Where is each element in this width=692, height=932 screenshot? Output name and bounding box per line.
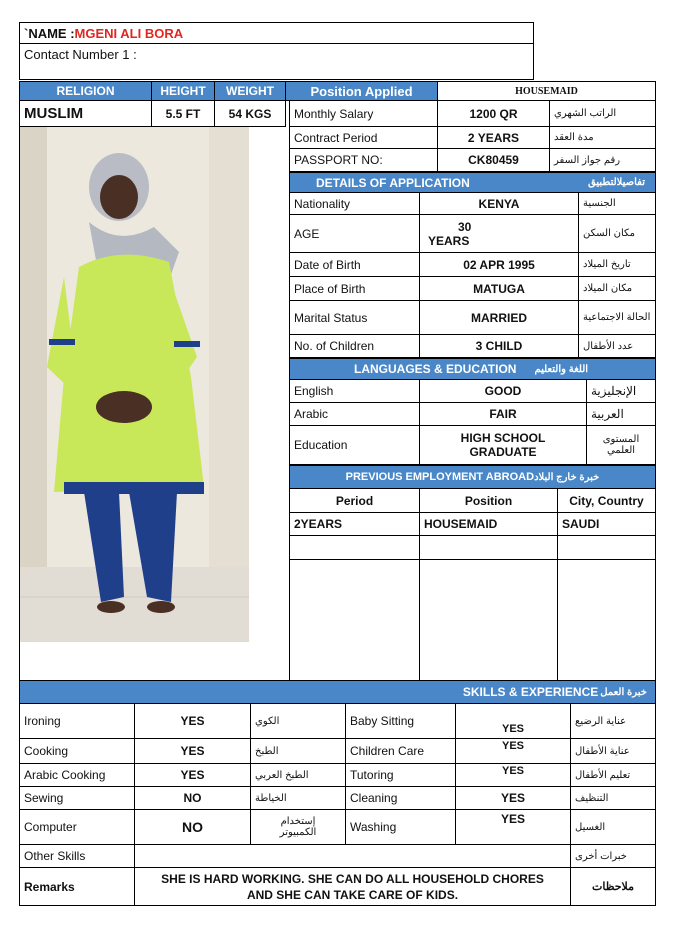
skill-computer-value: NO (134, 809, 251, 845)
marital-value: MARRIED (419, 300, 579, 335)
skill-cleaning-label: Cleaning (345, 786, 456, 810)
age-arabic: مكان السكن (578, 214, 656, 253)
age-value (419, 214, 579, 253)
skill-ironing-arabic: الكوي (250, 703, 346, 739)
position-applied-header: Position Applied (285, 81, 438, 101)
contract-label: Contract Period (289, 126, 438, 149)
english-arabic: الإنجليزية (586, 379, 656, 403)
employment-empty-position-2 (419, 535, 558, 560)
arabic-value: FAIR (419, 402, 587, 426)
skill-cleaning-arabic: التنظيف (570, 786, 656, 810)
dob-value: 02 APR 1995 (419, 252, 579, 277)
skill-arabic-cooking-label: Arabic Cooking (19, 763, 135, 787)
passport-arabic: رقم جواز السفر (549, 148, 656, 172)
employment-empty-period-3 (289, 559, 420, 681)
other-skills-value (134, 844, 571, 868)
pob-label: Place of Birth (289, 276, 420, 301)
employment-col-country: City, Country (557, 488, 656, 513)
height-value: 5.5 FT (151, 100, 215, 127)
children-label: No. of Children (289, 334, 420, 358)
employment-empty-country-2 (557, 535, 656, 560)
skill-tutoring-label: Tutoring (345, 763, 456, 787)
age-label: AGE (289, 214, 420, 253)
employment-country: SAUDI (557, 512, 656, 536)
dob-arabic: تاريخ الميلاد (578, 252, 656, 277)
dob-label: Date of Birth (289, 252, 420, 277)
skill-sewing-label: Sewing (19, 786, 135, 810)
education-arabic-line2: العلمي (606, 445, 636, 456)
skill-arabic-cooking-value: YES (134, 763, 251, 787)
skill-baby-sitting-value: YES (455, 703, 571, 739)
education-line1: HIGH SCHOOL (460, 431, 546, 445)
contact-row (19, 43, 534, 80)
employment-title: PREVIOUS EMPLOYMENT ABROAD (345, 471, 535, 483)
employment-empty-period-2 (289, 535, 420, 560)
remarks-line2: AND SHE CAN TAKE CARE OF KIDS. (246, 887, 459, 902)
housemaid-title: HOUSEMAID (437, 81, 656, 101)
children-value: 3 CHILD (419, 334, 579, 358)
english-value: GOOD (419, 379, 587, 403)
arabic-arabic: العربية (586, 402, 656, 426)
skill-tutoring-arabic: تعليم الأطفال (570, 763, 656, 787)
employment-col-period: Period (289, 488, 420, 513)
skill-children-care-arabic: عناية الأطفال (570, 738, 656, 764)
candidate-name: MGENI ALI BORA (74, 25, 184, 41)
skill-arabic-cooking-arabic: الطبخ العربي (250, 763, 346, 787)
skill-sewing-value: NO (134, 786, 251, 810)
application-section-header (289, 172, 656, 193)
remarks-line1: SHE IS HARD WORKING. SHE CAN DO ALL HOUSEHOLD CHORES (161, 871, 544, 886)
employment-col-position: Position (419, 488, 558, 513)
height-header: HEIGHT (151, 81, 215, 101)
skill-computer-arabic (250, 809, 346, 845)
contract-value: 2 YEARS (437, 126, 550, 149)
skill-children-care-value: YES (455, 738, 571, 764)
religion-value: MUSLIM (19, 100, 152, 127)
name-label: `NAME : (24, 25, 75, 41)
pob-value: MATUGA (419, 276, 579, 301)
employment-title-arabic: خبرة خارج البلاد (534, 471, 600, 483)
salary-value: 1200 QR (437, 100, 550, 127)
skill-computer-arabic-line2: الكمبيوتر (279, 827, 317, 838)
contract-arabic: مدة العقد (549, 126, 656, 149)
remarks-label: Remarks (19, 867, 135, 906)
application-title: DETAILS OF APPLICATION (316, 175, 470, 190)
arabic-label: Arabic (289, 402, 420, 426)
marital-arabic: الحالة الاجتماعية (578, 300, 656, 335)
religion-header: RELIGION (19, 81, 152, 101)
languages-title: LANGUAGES & EDUCATION (354, 362, 517, 376)
name-row (19, 22, 534, 44)
other-skills-label: Other Skills (19, 844, 135, 868)
skill-baby-sitting-label: Baby Sitting (345, 703, 456, 739)
nationality-arabic: الجنسية (578, 192, 656, 215)
english-label: English (289, 379, 420, 403)
salary-arabic: الراتب الشهري (549, 100, 656, 127)
skill-tutoring-value: YES (455, 763, 571, 787)
skill-ironing-label: Ironing (19, 703, 135, 739)
other-skills-arabic: خبرات أخرى (570, 844, 656, 868)
skills-section-header (19, 680, 656, 704)
education-line2: GRADUATE (469, 445, 537, 459)
skill-children-care-label: Children Care (345, 738, 456, 764)
skills-title-arabic: خبرة العمل (600, 686, 647, 698)
nationality-label: Nationality (289, 192, 420, 215)
weight-value: 54 KGS (214, 100, 286, 127)
skill-computer-label: Computer (19, 809, 135, 845)
languages-title-arabic: اللغة والتعليم (534, 363, 589, 375)
skill-cooking-value: YES (134, 738, 251, 764)
education-arabic-line1: المستوى (602, 434, 640, 445)
passport-value: CK80459 (437, 148, 550, 172)
application-title-arabic: تفاصيلالتطبيق (587, 177, 645, 188)
photo-frame (19, 127, 290, 683)
passport-label: PASSPORT NO: (289, 148, 438, 172)
employment-period: 2YEARS (289, 512, 420, 536)
skill-washing-value: YES (455, 809, 571, 845)
skill-sewing-arabic: الخياطة (250, 786, 346, 810)
skill-cleaning-value: YES (455, 786, 571, 810)
age-unit: YEARS (428, 233, 470, 248)
contact-label: Contact Number 1 : (24, 47, 137, 62)
marital-label: Marital Status (289, 300, 420, 335)
children-arabic: عدد الأطفال (578, 334, 656, 358)
education-value (419, 425, 587, 465)
skill-cooking-arabic: الطبخ (250, 738, 346, 764)
salary-label: Monthly Salary (289, 100, 438, 127)
employment-empty-country-3 (557, 559, 656, 681)
pob-arabic: مكان الميلاد (578, 276, 656, 301)
education-arabic (586, 425, 656, 465)
employment-position: HOUSEMAID (419, 512, 558, 536)
nationality-value: KENYA (419, 192, 579, 215)
age-number: 30 (458, 219, 472, 234)
remarks-arabic: ملاحظات (570, 867, 656, 906)
weight-header: WEIGHT (214, 81, 286, 101)
skill-computer-arabic-line1: إستخدام (280, 816, 316, 827)
skill-cooking-label: Cooking (19, 738, 135, 764)
remarks-value (134, 867, 571, 906)
skill-baby-sitting-arabic: عناية الرضيع (570, 703, 656, 739)
skill-washing-label: Washing (345, 809, 456, 845)
employment-empty-position-3 (419, 559, 558, 681)
skills-title: SKILLS & EXPERIENCE (462, 685, 599, 699)
languages-section-header (289, 358, 656, 380)
employment-section-header (289, 465, 656, 489)
education-label: Education (289, 425, 420, 465)
skill-washing-arabic: الغسيل (570, 809, 656, 845)
skill-ironing-value: YES (134, 703, 251, 739)
